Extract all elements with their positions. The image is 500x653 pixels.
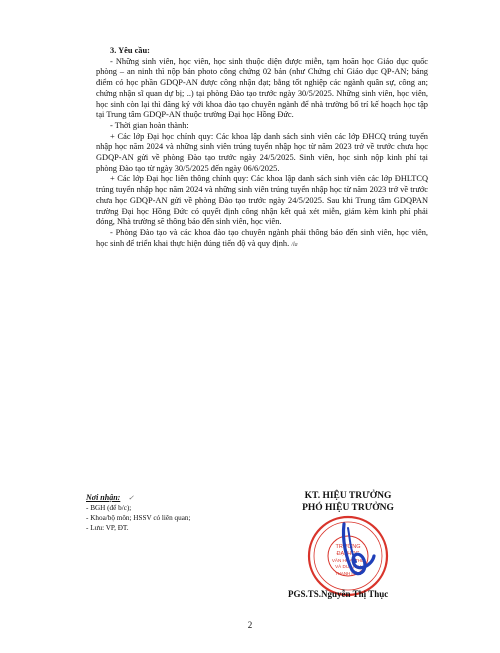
paragraph-deadline-intro: - Thời gian hoàn thành: [110,120,189,130]
section-heading: 3. Yêu cầu: [110,46,150,55]
paragraph-final-notice [96,228,428,250]
svg-text:TRƯỜNG: TRƯỜNG [335,544,361,550]
svg-text:ĐẠI HỌC: ĐẠI HỌC [336,551,360,557]
recipients-title: Nơi nhận: [86,493,121,502]
paragraph-exemption: - Những sinh viên, học viên, học sinh thuộc diện được miễn, tạm hoãn học Giáo dục quốc phòng – an ninh thì nộp bản photo công chứng 02 bản (như Chứng chỉ Giáo dục QP-AN; bảng điểm có học phần GDQP-AN được công nhận đạt; bằng tốt nghiệp các ngành quân sự, công an; chứng nhận sĩ quan dự bị; ..) tại phòng Đào tạo trước ngày 30/5/2025. Những sinh viên, học viên, học sinh còn lại thì đăng ký với khoa đào tạo chuyên ngành để nhà trường bố trí kế hoạch học tập tại Trung tâm GDQP-AN thuộc trường Đại học Hồng Đức. [96,56,428,120]
signature-title-line2: PHÓ HIỆU TRƯỞNG [302,503,394,513]
checkmark-icon: ✓ [128,494,134,502]
svg-text:THANH HÓA: THANH HÓA [335,571,361,576]
signature-block [268,490,428,600]
requirements-section [96,46,428,250]
recipient-item: - Lưu: VP, ĐT. [86,524,129,532]
signature-title-line1: KT. HIỆU TRƯỞNG [304,491,392,501]
handwritten-signature-icon [335,520,378,580]
signer-name: PGS.TS.Nguyễn Thị Thục [288,589,389,599]
recipients-block [86,493,246,533]
recipient-item: - BGH (để b/c); [86,504,132,512]
recipients-list [86,503,246,533]
initial-mark: /la [291,241,298,248]
page-number: 2 [247,620,253,630]
recipient-item: - Khoa/bộ môn; HSSV có liên quan; [86,514,191,522]
paragraph-regular-university: + Các lớp Đại học chính quy: Các khoa lập danh sách sinh viên các lớp ĐHCQ trúng tuyển nhập học năm 2024 và những sinh viên trúng tuyển nhập học từ năm 2023 trở về trước chưa học GDQP-AN gửi về phòng Đào tạo trước ngày 24/5/2025. Sinh viên, học sinh nộp kinh phí tại phòng Đào tạo từ ngày 30/5/2025 đến ngày 06/6/2025. [96,131,428,173]
svg-text:VÀ DU LỊCH: VÀ DU LỊCH [335,564,361,569]
svg-text:VĂN HÓA, THỂ: VĂN HÓA, THỂ [331,558,365,563]
paragraph-transfer-university: + Các lớp Đại học liên thông chính quy: Các khoa lập danh sách sinh viên các lớp ĐHLTCQ trúng tuyển nhập học năm 2024 và những sinh viên trúng tuyển nhập học từ năm 2023 trở về trước chưa học GDQP-AN gửi về phòng Đào tạo trước ngày 24/5/2025. Sau khi Trung tâm GDQPAN trường Đại học Hồng Đức có quyết định công nhận kết quả xét miễn, giảm kèm kinh phí phải đóng, Nhà trường sẽ thông báo đến sinh viên, học viên. [96,174,428,227]
final-notice-text: - Phòng Đào tạo và các khoa đào tạo chuyên ngành phải thông báo đến sinh viên, học viên, học sinh để triển khai thực hiện đúng tiến độ và quy định. [96,227,428,248]
